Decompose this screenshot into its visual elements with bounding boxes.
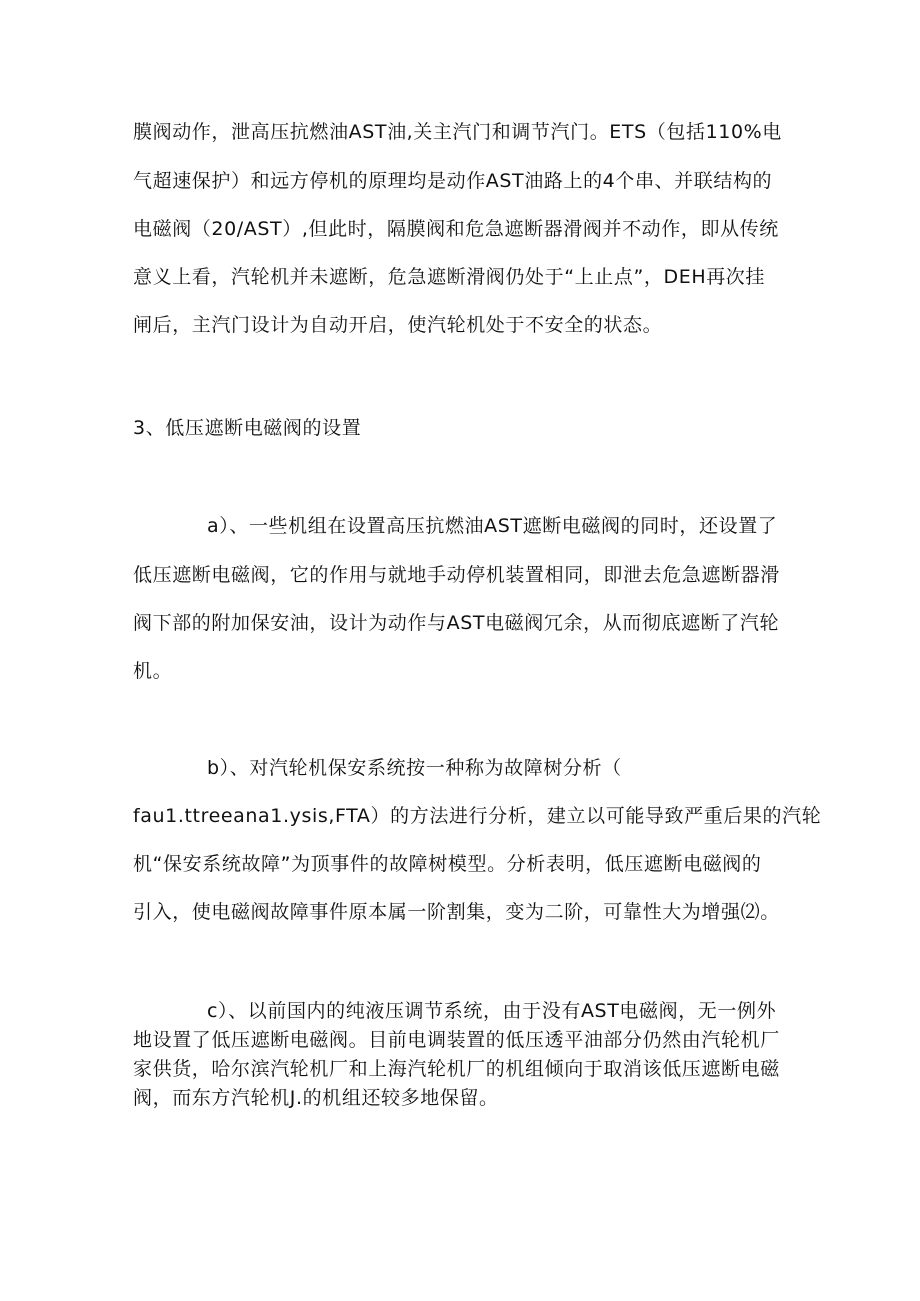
text-line: b）、对汽轮机保安系统按一种称为故障树分析（: [207, 757, 622, 779]
section-heading: 3、低压遮断电磁阀的设置: [133, 417, 362, 439]
text-line: 引入，使电磁阀故障事件原本属一阶割集，变为二阶，可靠性大为增强⑵。: [133, 901, 780, 923]
text-line: 地设置了低压遮断电磁阀。目前电调装置的低压透平油部分仍然由汽轮机厂: [133, 1029, 780, 1051]
text-line: fau1.ttreeana1.ysis,FTA）的方法进行分析，建立以可能导致严重后果的汽轮: [133, 805, 822, 827]
text-line: 低压遮断电磁阀，它的作用与就地手动停机装置相同，即泄去危急遮断器滑: [133, 564, 780, 586]
text-line: 闸后，主汽门设计为自动开启，使汽轮机处于不安全的状态。: [133, 314, 663, 336]
text-line: c）、以前国内的纯液压调节系统，由于没有AST电磁阀，无一例外: [207, 1000, 777, 1022]
text-line: 气超速保护）和远方停机的原理均是动作AST油路上的4个串、并联结构的: [133, 170, 773, 192]
text-line: 机“保安系统故障”为顶事件的故障树模型。分析表明，低压遮断电磁阀的: [133, 853, 762, 875]
text-line: 膜阀动作，泄高压抗燃油AST油,关主汽门和调节汽门。ETS（包括110%电: [133, 121, 782, 143]
text-line: 阀，而东方汽轮机J.的机组还较多地保留。: [133, 1087, 499, 1109]
text-line: 意义上看，汽轮机并未遮断，危急遮断滑阀仍处于“上止点”，DEH再次挂: [133, 266, 766, 288]
text-line: a）、一些机组在设置高压抗燃油AST遮断电磁阀的同时，还设置了: [207, 515, 778, 537]
text-line: 电磁阀（20/AST）,但此时，隔膜阀和危急遮断器滑阀并不动作，即从传统: [133, 218, 779, 240]
text-line: 阀下部的附加保安油，设计为动作与AST电磁阀冗余，从而彻底遮断了汽轮: [133, 612, 780, 634]
text-line: 家供货，哈尔滨汽轮机厂和上海汽轮机厂的机组倾向于取消该低压遮断电磁: [133, 1058, 780, 1080]
text-line: 机。: [133, 660, 173, 682]
